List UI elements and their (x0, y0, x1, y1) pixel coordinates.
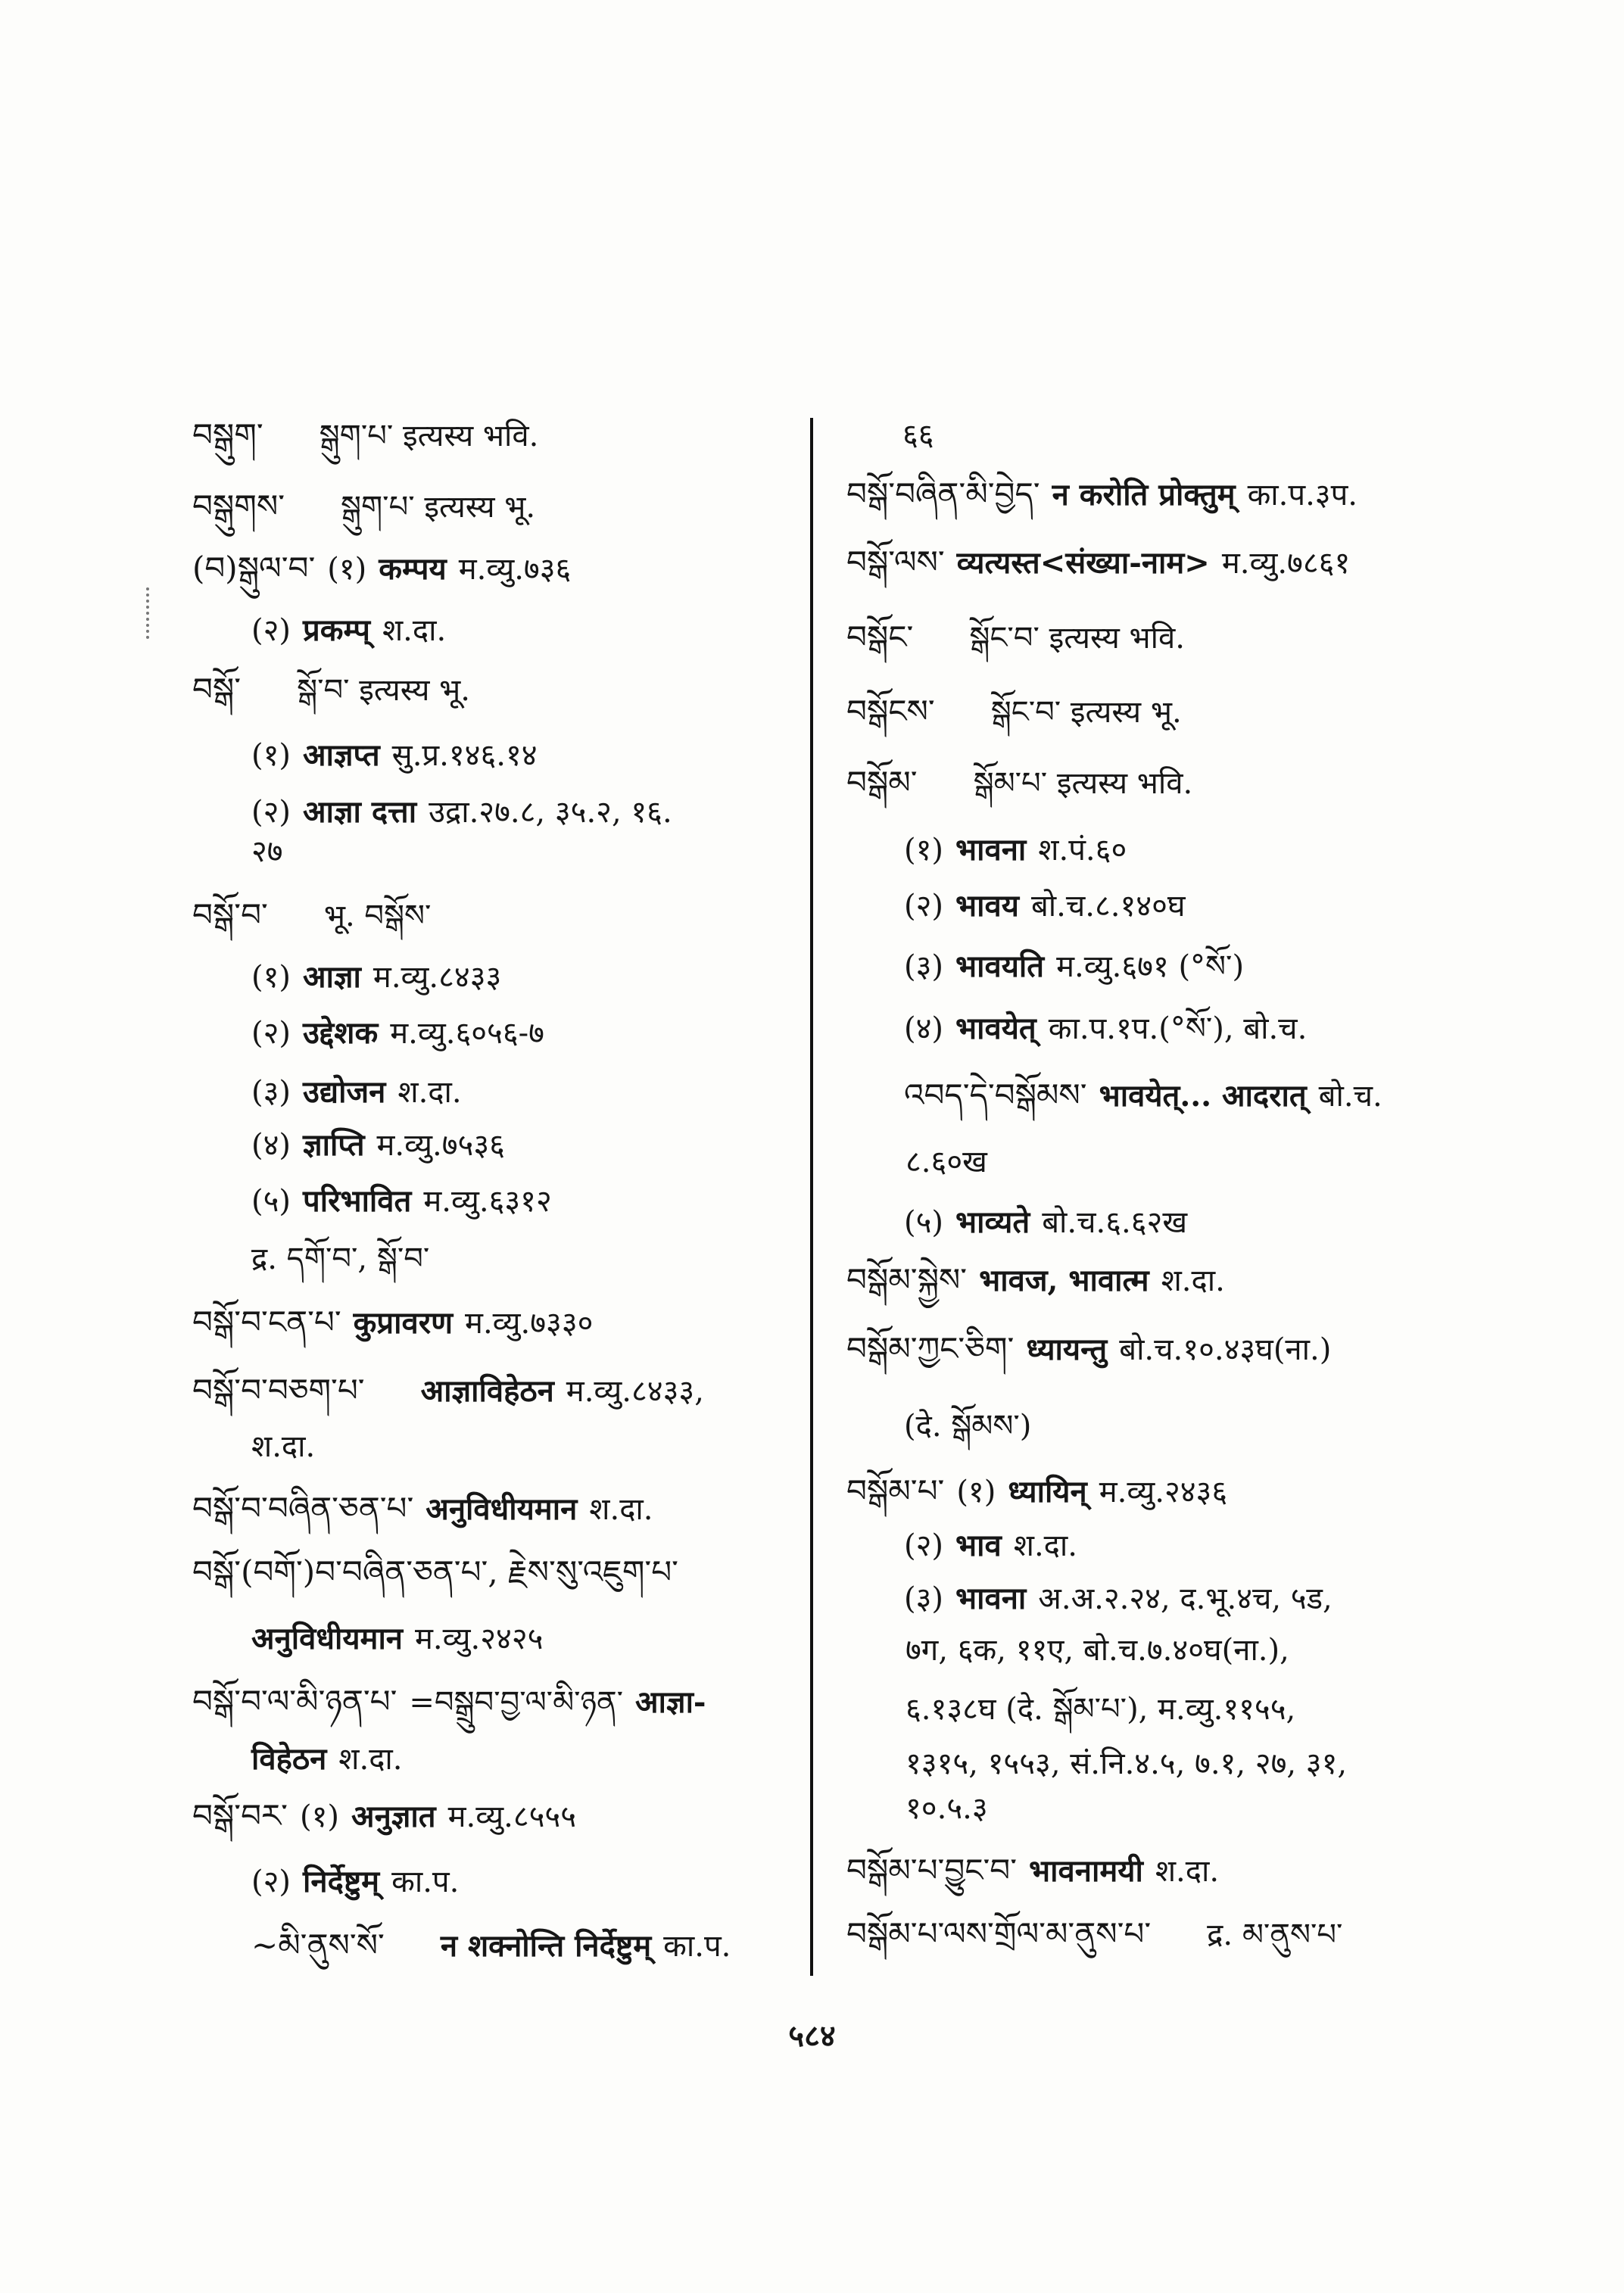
sanskrit-term: उद्योजन (303, 1074, 386, 1110)
gloss: སྒུག་པ་ इत्यस्य भू. (341, 490, 536, 525)
continuation-line: १०.५.३ (906, 1791, 988, 1826)
sense-number: (३) (904, 1581, 944, 1616)
sanskrit-term: आज्ञाविहेठन (420, 1373, 554, 1409)
citation: बो.च.६.६२ख (1042, 1205, 1188, 1240)
sanskrit-term: भावना (955, 1581, 1027, 1616)
gloss: སྒོང་བ་ इत्यस्य भू. (990, 695, 1182, 730)
headword: བསྒོ་བཞིན་མི་བྱེད་ (846, 475, 1040, 512)
sanskrit-term: अनुज्ञात (351, 1799, 436, 1834)
sense-line (904, 1009, 1307, 1048)
sanskrit-term: आज्ञप्त (303, 737, 380, 773)
continuation-line: ८.६०ख (906, 1145, 987, 1179)
sanskrit-term: भावयेत् (955, 1011, 1036, 1046)
headword: བསྒོ་བར་ (192, 1797, 288, 1834)
citation: म.व्यु.२४३६ (1099, 1475, 1228, 1509)
sanskrit-term: भावज, भावात्म (979, 1263, 1149, 1298)
headword: བསྒོམ་པ་ལས་གྲོལ་མ་ནུས་པ་ (846, 1915, 1152, 1952)
headword: བསྒོམ་ཀྱང་ཅིག་ (846, 1330, 1015, 1367)
sense-line (251, 1182, 552, 1221)
sense-line (904, 947, 1244, 986)
sense-number: (२) (904, 889, 944, 924)
continuation-line: (दे. སྒོམས་) (904, 1409, 1032, 1444)
entry-line (846, 1260, 1225, 1301)
entry-line (192, 487, 535, 527)
continuation-line: श.दा. (251, 1429, 316, 1464)
citation: म.व्यु.८५५५ (447, 1799, 577, 1834)
citation: अ.अ.२.२४, द.भू.४च, ५ड, (1038, 1581, 1333, 1616)
citation: श.दा. (1155, 1854, 1220, 1889)
headword: བསྒོ་བ་བཞིན་ཅན་པ་ (192, 1490, 414, 1527)
sanskrit-term: भावयति (955, 949, 1045, 984)
sanskrit-term: प्रकम्प् (303, 612, 370, 648)
sanskrit-term: विहेठन (251, 1741, 327, 1777)
sense-number: (५) (904, 1205, 944, 1240)
sanskrit-term: आज्ञा- (635, 1684, 706, 1720)
sanskrit-term: अनुविधीयमान (425, 1491, 578, 1527)
sense-number: (१) (251, 738, 291, 773)
citation: का.प.३प. (1247, 478, 1358, 512)
citation: म.व्यु.६०५६-७ (390, 1016, 544, 1051)
sanskrit-term: भावना (955, 832, 1027, 868)
continuation-line: ६.१३८घ (दे. སྒོམ་པ་), म.व्यु.११५५, (906, 1692, 1296, 1727)
citation: म.व्यु.८४३३, (566, 1374, 704, 1409)
sub-entry-line (904, 1076, 1382, 1116)
continuation-line: ६६ (902, 418, 934, 453)
sense-number: (२) (251, 1016, 291, 1051)
entry-line (192, 1489, 653, 1529)
sense-number: (२) (251, 613, 291, 648)
sanskrit-term: उद्देशक (303, 1015, 379, 1051)
sub-headword: ~མི་ནུས་སོ་ (251, 1927, 385, 1964)
entry-line (192, 416, 538, 456)
citation: म.व्यु.६३१२ (423, 1184, 552, 1219)
sanskrit-term: ध्यायन्तु (1026, 1332, 1108, 1367)
continuation-line: १३१५, १५५३, सं.नि.४.५, ७.१, २७, ३१, (906, 1746, 1348, 1781)
entry-line (846, 1472, 1227, 1512)
entry-line (192, 549, 571, 589)
headword: བསྒོ་ (192, 671, 242, 708)
sanskrit-term: आज्ञा दत्ता (303, 794, 417, 830)
sanskrit-term: परिभावित (303, 1183, 412, 1219)
headword: བསྒོ་བ་ངན་པ་ (192, 1304, 341, 1341)
sense-number: (५) (251, 1184, 291, 1219)
sense-line (251, 958, 501, 997)
citation: का.प.१प.(°སོ་), बो.च. (1048, 1011, 1308, 1046)
entry-line (192, 670, 470, 710)
sense-line (251, 1073, 462, 1112)
citation: श.दा. (1161, 1263, 1225, 1298)
sense-number: (४) (251, 1128, 291, 1163)
citation: म.व्यु.७८६१ (1221, 546, 1351, 581)
sanskrit-term: ज्ञाप्ति (303, 1127, 365, 1163)
sense-number: (२) (904, 1528, 944, 1563)
sub-entry-line (251, 1926, 731, 1966)
sense-line (251, 1862, 459, 1902)
citation: सु.प्र.१४६.१४ (391, 738, 538, 773)
see-also-line: द्र. དགོ་བ་, སྒོ་བ་ (251, 1242, 430, 1276)
citation: म.व्यु.६७१ (°སོ་) (1056, 949, 1245, 984)
sense-line (904, 830, 1127, 870)
sense-line (904, 1203, 1187, 1242)
entry-line (846, 763, 1192, 803)
headword: བསྒུགས་ (192, 488, 285, 525)
sense-number: (४) (904, 1011, 944, 1046)
headword: བསྒོ་བ་ལ་མི་ཉན་པ་ (192, 1683, 397, 1720)
right-column (819, 0, 1624, 2293)
citation: उद्रा.२७.८, ३५.२, १६. (429, 795, 672, 830)
citation: बो.च.१०.४३घ(ना.) (1119, 1332, 1332, 1367)
entry-line (192, 1553, 678, 1593)
sub-headword: འབད་དེ་བསྒོམས་ (904, 1076, 1087, 1114)
citation: श.दा. (589, 1492, 653, 1527)
citation: बो.च. (1318, 1079, 1382, 1114)
sense-number: (१) (327, 552, 367, 587)
sense-line (904, 886, 1186, 926)
entry-line (192, 1303, 593, 1343)
sense-number: (२) (251, 795, 291, 830)
citation: श.दा. (397, 1075, 462, 1110)
sense-line (251, 1126, 505, 1165)
citation: म.व्यु.८४३३ (372, 960, 502, 995)
sanskrit-term: न करोति प्रोक्तुम् (1052, 477, 1236, 512)
sanskrit-term: व्यत्यस्त<संख्या-नाम> (956, 545, 1210, 581)
gloss: =བསྒྲུབ་བྱ་ལ་མི་ཉན་ (409, 1685, 624, 1720)
headword: བསྒོམ་ (846, 764, 918, 801)
sanskrit-term: निर्देष्टुम् (303, 1864, 380, 1899)
citation: म.व्यु.२४२५ (415, 1622, 544, 1656)
sense-number: (१) (904, 833, 944, 868)
page-number: ५८४ (788, 2018, 836, 2054)
entry-line (846, 618, 1185, 658)
sense-line (904, 1526, 1077, 1566)
sanskrit-term: न शक्नोन्ति निर्देष्टुम् (440, 1928, 652, 1964)
citation: म.व्यु.७३६ (458, 552, 572, 587)
sense-line (251, 611, 446, 650)
headword: བསྒོ་(བགོ་)བ་བཞིན་ཅན་པ་, རྗེས་སུ་འཇུག་པ་ (192, 1553, 678, 1590)
headword: བསྒོམ་པ་ (846, 1472, 945, 1509)
sanskrit-term: भावनामयी (1029, 1853, 1143, 1889)
headword: བསྒོམ་སྐྱེས་ (846, 1261, 968, 1298)
gloss: སྒོམ་པ་ इत्यस्य भवि. (973, 766, 1193, 801)
entry-line (192, 1682, 706, 1722)
see-also: द्र. མ་ནུས་པ་ (1207, 1918, 1343, 1952)
continuation-line: २७ (251, 834, 283, 869)
sense-number: (१) (251, 960, 291, 995)
entry-line (846, 1914, 1342, 1955)
headword: བསྒོ་བ་ (192, 896, 268, 933)
sanskrit-term: आज्ञा (303, 959, 361, 995)
left-column (0, 0, 801, 2293)
sense-number: (३) (904, 949, 944, 984)
headword: བསྒུག་ (192, 416, 263, 453)
sanskrit-term: भावयेत्... आदरात् (1099, 1078, 1307, 1114)
sanskrit-term: भाव (955, 1528, 1002, 1563)
sanskrit-term: कुप्रावरण (353, 1305, 454, 1341)
sense-number: (१) (956, 1475, 996, 1509)
headword: བསྒོམ་པ་བྱུང་བ་ (846, 1852, 1018, 1889)
sense-line (251, 736, 538, 775)
sanskrit-term: भाव्यते (955, 1204, 1030, 1240)
sense-number: (३) (251, 1075, 291, 1110)
gloss: སྒོ་བ་ इत्यस्य भू. (297, 673, 470, 708)
citation: म.व्यु.७३३० (465, 1306, 594, 1341)
citation: श.पं.६० (1038, 833, 1127, 868)
citation: म.व्यु.७५३६ (376, 1128, 505, 1163)
citation: श.दा. (1013, 1528, 1077, 1563)
citation: का.प. (391, 1865, 460, 1899)
entry-line (846, 475, 1357, 515)
column-divider (810, 418, 813, 1976)
headword: (བ)སྒུལ་བ་ (192, 550, 316, 587)
headword: བསྒོ་ལས་ (846, 544, 945, 581)
gloss: भू. བསྒོས་ (323, 899, 432, 933)
sense-number: (१) (300, 1799, 340, 1834)
gloss: སྒུག་པ་ इत्यस्य भवि. (319, 419, 539, 453)
citation: का.प. (663, 1929, 731, 1964)
sense-line (904, 1579, 1333, 1618)
citation: श.दा. (382, 613, 447, 648)
headword: བསྒོངས་ (846, 693, 935, 730)
sanskrit-term: कम्पय (379, 551, 447, 587)
citation: बो.च.८.१४०घ (1030, 889, 1186, 924)
sanskrit-term: अनुविधीयमान (251, 1621, 403, 1656)
entry-line (192, 1796, 576, 1837)
entry-line (846, 543, 1350, 583)
sanskrit-term: ध्यायिन् (1008, 1474, 1087, 1509)
sense-line (251, 1740, 403, 1779)
headword: བསྒོ་བ་བཅག་པ་ (192, 1372, 365, 1409)
sense-line (251, 793, 672, 832)
gloss: སྒོང་བ་ इत्यस्य भवि. (969, 621, 1185, 656)
sense-line (251, 1619, 543, 1659)
entry-line (192, 896, 431, 936)
continuation-line: ७ग, ६क, ११ए, बो.च.७.४०घ(ना.), (906, 1633, 1289, 1668)
entry-line (846, 1851, 1219, 1891)
entry-line (846, 1329, 1331, 1369)
citation: श.दा. (338, 1742, 403, 1777)
sense-line (251, 1014, 544, 1053)
headword: བསྒོང་ (846, 618, 914, 656)
entry-line (846, 692, 1182, 732)
sanskrit-term: भावय (955, 888, 1019, 924)
entry-line (192, 1371, 704, 1411)
sense-number: (२) (251, 1865, 291, 1899)
